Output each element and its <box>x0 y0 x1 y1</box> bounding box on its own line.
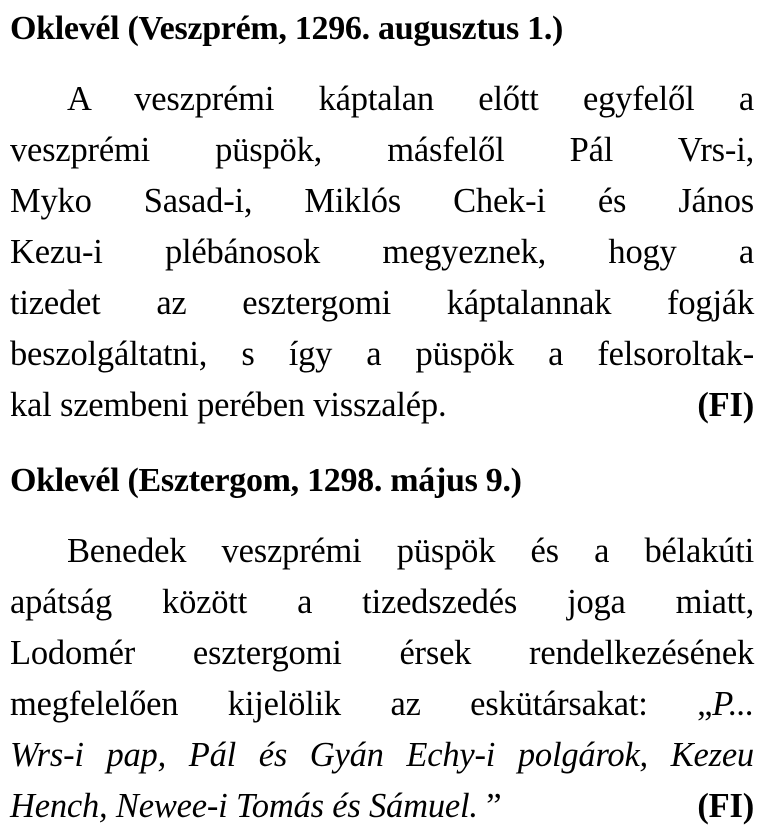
summary-line: Lodomér esztergomi érsek rendelkezésének <box>10 634 754 672</box>
summary-line: Kezu-i plébánosok megyeznek, hogy a <box>10 233 754 271</box>
charter-entry-1298 <box>10 460 754 832</box>
entry-summary <box>10 526 754 832</box>
quoted-names: P... <box>712 685 754 723</box>
summary-line: tizedet az esztergomi káptalannak fogják <box>10 284 754 322</box>
closing-quote: ” <box>477 787 502 825</box>
summary-last-line <box>10 781 754 832</box>
quoted-names-end <box>10 781 501 832</box>
quoted-names-line: Wrs-i pap, Pál és Gyán Echy-i polgárok, Kezeu <box>10 736 754 774</box>
source-tag: (FI) <box>697 386 754 424</box>
summary-line: Benedek veszprémi püspök és a bélakúti <box>67 532 754 570</box>
quoted-names: Hench, Newee-i Tomás és Sámuel. <box>10 787 478 825</box>
summary-line: beszolgáltatni, s így a püspök a felsoroltak- <box>10 335 754 373</box>
summary-line-text: megfelelően kijelölik az eskütársakat: „ <box>10 685 713 723</box>
summary-line: A veszprémi káptalan előtt egyfelől a <box>67 80 754 118</box>
summary-last-line <box>10 380 754 431</box>
summary-line <box>10 679 754 730</box>
summary-line: Myko Sasad-i, Miklós Chek-i és János <box>10 182 754 220</box>
entry-heading: Oklevél (Esztergom, 1298. május 9.) <box>10 462 522 499</box>
source-tag: (FI) <box>697 787 754 825</box>
summary-line: veszprémi püspök, másfelől Pál Vrs-i, <box>10 131 754 169</box>
summary-line: apátság között a tizedszedés joga miatt, <box>10 583 754 621</box>
entry-heading: Oklevél (Veszprém, 1296. augusztus 1.) <box>10 10 564 47</box>
charter-entry-1296 <box>10 8 754 431</box>
summary-line: kal szembeni perében visszalép. <box>10 386 447 424</box>
entry-summary <box>10 74 754 431</box>
